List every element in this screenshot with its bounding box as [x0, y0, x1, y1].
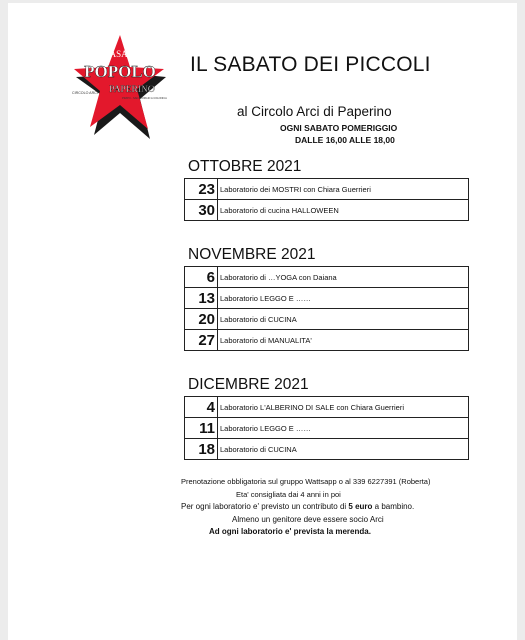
fee-amount: 5 euro — [348, 502, 373, 511]
table-row — [185, 330, 469, 351]
page-title: IL SABATO DEI PICCOLI — [190, 53, 431, 76]
month-heading-november: NOVEMBRE 2021 — [188, 246, 316, 263]
activity-text: Laboratorio di CUCINA — [218, 309, 469, 330]
logo-left-caption: CIRCOLO ARCI — [72, 91, 98, 95]
day-number: 27 — [185, 330, 218, 351]
fee-note — [181, 502, 414, 511]
table-row — [185, 179, 469, 200]
activity-text: Laboratorio di …YOGA con Daiana — [218, 267, 469, 288]
age-note: Eta' consigliata dai 4 anni in poi — [236, 490, 341, 499]
schedule-table-november — [184, 266, 469, 351]
table-row — [185, 439, 469, 460]
day-number: 18 — [185, 439, 218, 460]
activity-text: Laboratorio di MANUALITA' — [218, 330, 469, 351]
activity-text: Laboratorio L'ALBERINO DI SALE con Chiara Guerrieri — [218, 397, 469, 418]
activity-text: Laboratorio dei MOSTRI con Chiara Guerrieri — [218, 179, 469, 200]
logo-right-caption: PRATO - SAN GIORGIO A COLONICA — [122, 97, 167, 100]
flyer-page — [8, 3, 517, 640]
day-number: 30 — [185, 200, 218, 221]
schedule-table-december — [184, 396, 469, 460]
day-number: 20 — [185, 309, 218, 330]
table-row — [185, 200, 469, 221]
activity-text: Laboratorio LEGGO E …… — [218, 418, 469, 439]
table-row — [185, 397, 469, 418]
fee-text-before: Per ogni laboratorio e' previsto un contributo di — [181, 502, 349, 511]
schedule-time-text: DALLE 16,00 ALLE 18,00 — [295, 135, 395, 145]
table-row — [185, 267, 469, 288]
venue-text: al Circolo Arci di Paperino — [237, 104, 392, 119]
activity-text: Laboratorio LEGGO E …… — [218, 288, 469, 309]
snack-note: Ad ogni laboratorio e' prevista la merenda. — [209, 527, 371, 536]
schedule-table-october — [184, 178, 469, 221]
day-number: 6 — [185, 267, 218, 288]
logo-main-text: POPOLO — [84, 62, 156, 81]
logo-sub-text: PAPERINO — [109, 85, 155, 95]
schedule-day-text: OGNI SABATO POMERIGGIO — [280, 123, 398, 133]
table-row — [185, 309, 469, 330]
logo-top-text: CASA del — [103, 49, 141, 59]
day-number: 13 — [185, 288, 218, 309]
table-row — [185, 288, 469, 309]
day-number: 4 — [185, 397, 218, 418]
table-row — [185, 418, 469, 439]
booking-note: Prenotazione obbligatoria sul gruppo Wattsapp o al 339 6227391 (Roberta) — [181, 477, 431, 486]
day-number: 11 — [185, 418, 218, 439]
membership-note: Almeno un genitore deve essere socio Arci — [232, 515, 384, 524]
month-heading-october: OTTOBRE 2021 — [188, 158, 302, 175]
activity-text: Laboratorio di CUCINA — [218, 439, 469, 460]
activity-text: Laboratorio di cucina HALLOWEEN — [218, 200, 469, 221]
casa-del-popolo-logo — [70, 33, 170, 143]
day-number: 23 — [185, 179, 218, 200]
month-heading-december: DICEMBRE 2021 — [188, 376, 309, 393]
fee-text-after: a bambino. — [372, 502, 415, 511]
